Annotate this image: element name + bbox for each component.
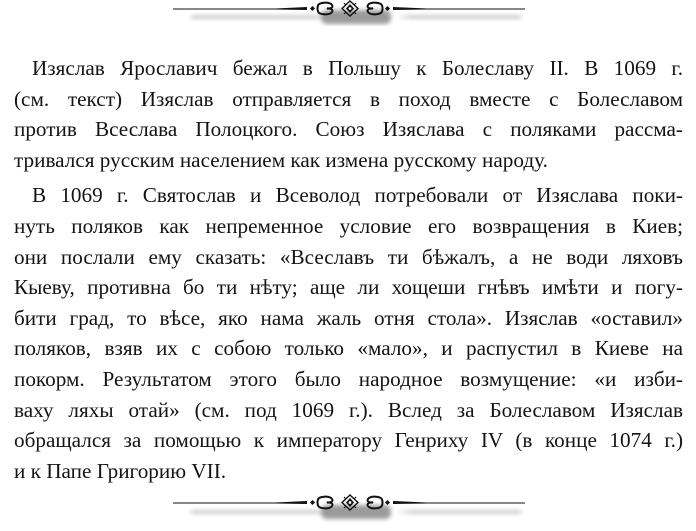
text-line: и к Папе Григорию VII. xyxy=(14,458,227,483)
ornament-icon xyxy=(165,0,535,26)
document-body xyxy=(14,53,683,486)
text-line: (см. текст) Изяслав отправляется в поход вместе с Болеславом xyxy=(14,86,683,111)
top-ornamental-divider xyxy=(165,0,535,26)
text-line: Кыеву, противна бо ти нѣту; аще ли хощеши гнѣвъ имѣти и погу- xyxy=(14,275,683,300)
text-line: поляков, взяв их с собою только «мало», и распустил в Киеве на xyxy=(14,336,683,361)
text-line: покорм. Результатом этого было народное возмущение: «и изби- xyxy=(14,366,683,391)
text-line: ваху ляхы отай» (см. под 1069 г.). Вслед за Болеславом Изяслав xyxy=(14,397,683,422)
paragraph-1 xyxy=(14,53,683,175)
text-line: обращался за помощью к императору Генриху IV (в конце 1074 г.) xyxy=(14,428,683,453)
text-line: Изяслав Ярославич бежал в Польшу к Болеславу II. В 1069 г. xyxy=(32,56,683,80)
text-line: В 1069 г. Святослав и Всеволод потребовали от Изяслава поки- xyxy=(32,183,683,208)
bottom-ornamental-divider xyxy=(165,493,535,519)
ornament-icon xyxy=(165,493,535,523)
text-line: нуть поляков как непременное условие его возвращения в Киев; xyxy=(14,213,683,238)
paragraph-2 xyxy=(14,180,683,486)
text-line: они послали ему сказать: «Всеславъ ти бѣжалъ, а не води ляховъ xyxy=(14,244,683,269)
text-line: бити град, то вѣсе, яко нама жаль отня стола». Изяслав «оставил» xyxy=(14,305,683,330)
text-line: тривался русским населением как измена русскому народу. xyxy=(14,147,548,172)
text-line: против Всеслава Полоцкого. Союз Изяслава с поляками рассма- xyxy=(14,117,683,142)
